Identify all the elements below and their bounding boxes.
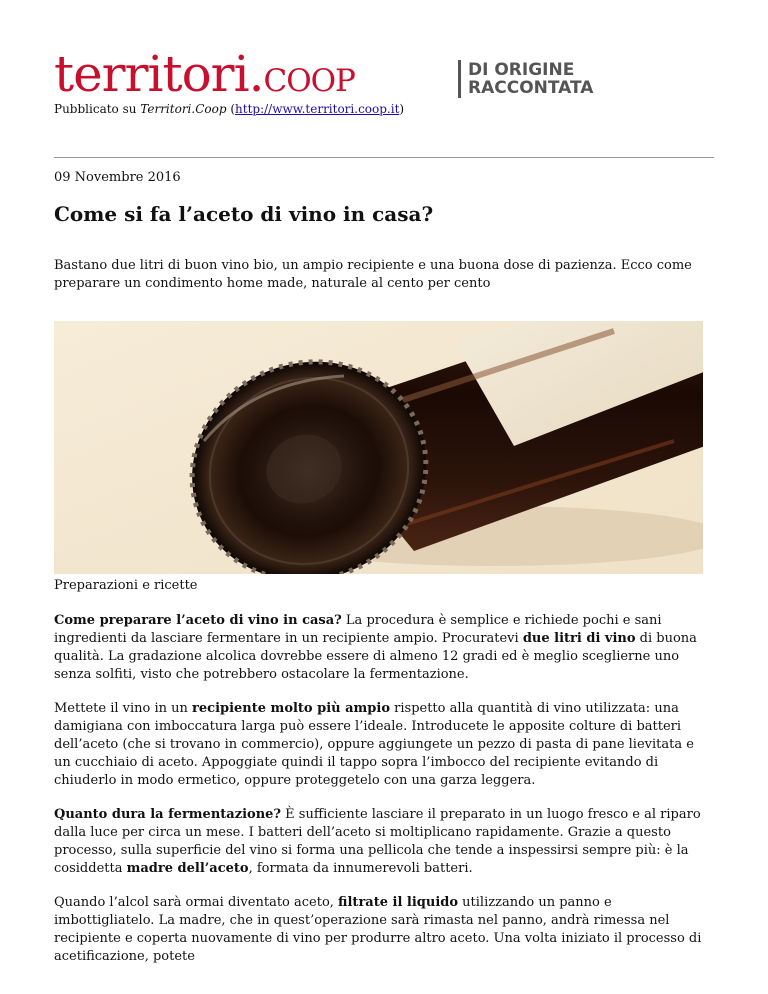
logo-tagline: DI ORIGINE RACCONTATA (468, 60, 594, 98)
paragraph-text: La procedura è semplice e richiede pochi e sani ingredienti da lasciare fermentare in un recipiente ampio. Procuratevi (54, 613, 662, 646)
paragraph-text: rispetto alla quantità di vino utilizzata: una damigiana con imboccatura larga può essere l’ideale. Introducete le apposite colture di batteri dell’aceto (che si trovano in commercio), oppure aggiungete un pezzo di pasta di pane lievitata e un cucchiaio di aceto. Appoggiate quindi il tappo sopra l’imbocco del recipiente evitando di chiuderlo in modo ermetico, oppure proteggetelo con una garza leggera. (54, 701, 694, 788)
bold-text: Come preparare l’aceto di vino in casa? (54, 613, 342, 628)
paragraph-text: Quando l’alcol sarà ormai diventato aceto, (54, 895, 339, 910)
logo-divider (458, 60, 461, 98)
paragraph (54, 700, 709, 790)
published-open-paren: ( (226, 102, 236, 116)
article-title: Come si fa l’aceto di vino in casa? (54, 202, 434, 226)
paragraph-text: di buona qualità. La gradazione alcolica dovrebbe essere di almeno 12 gradi ed è meglio sceglierne uno senza solfiti, visto che potrebbero ostacolare la fermentazione. (54, 631, 697, 682)
published-line (54, 102, 404, 116)
paragraph (54, 612, 709, 684)
bold-text: due litri di vino (522, 631, 636, 646)
paragraph-text: , formata da innumerevoli batteri. (248, 861, 473, 876)
published-prefix: Pubblicato su (54, 102, 141, 116)
published-site: Territori.Coop (140, 102, 227, 116)
image-caption-category: Preparazioni e ricette (54, 578, 198, 593)
bold-text: Quanto dura la fermentazione? (54, 807, 282, 822)
logo-name-coop: coop (263, 51, 355, 102)
site-url-link[interactable]: http://www.territori.coop.it (235, 102, 400, 116)
paragraph (54, 806, 709, 878)
bold-text: recipiente molto più ampio (192, 701, 391, 716)
paragraph-text: Mettete il vino in un (54, 701, 193, 716)
hero-image-wine-bottle (54, 321, 703, 574)
paragraph-text: utilizzando un panno e imbottigliatelo. La madre, che in quest’operazione sarà rimasta nel panno, andrà rimessa nel recipiente e coperta nuovamente di vino per produrre altro aceto. Una volta iniziato il processo di acetificazione, potete (54, 895, 702, 964)
published-close-paren: ) (399, 102, 405, 116)
paragraph (54, 894, 709, 966)
logo-name: territori. (54, 45, 264, 103)
article-date: 09 Novembre 2016 (54, 170, 181, 185)
bold-text: madre dell’aceto (126, 861, 249, 876)
article-lead: Bastano due litri di buon vino bio, un ampio recipiente e una buona dose di pazienza. Ecco come preparare un condimento home made, naturale al cento per cento (54, 258, 692, 291)
bold-text: filtrate il liquido (338, 895, 459, 910)
site-logo[interactable] (54, 44, 355, 107)
header-divider (54, 157, 714, 158)
site-header (54, 44, 714, 134)
paragraph-text: È sufficiente lasciare il preparato in un luogo fresco e al riparo dalla luce per circa un mese. I batteri dell’aceto si moltiplicano rapidamente. Grazie a questo processo, sulla superficie del vino si forma una pellicola che tende a inspessirsi sempre più: è la cosiddetta (54, 807, 701, 876)
article-body (54, 612, 709, 982)
